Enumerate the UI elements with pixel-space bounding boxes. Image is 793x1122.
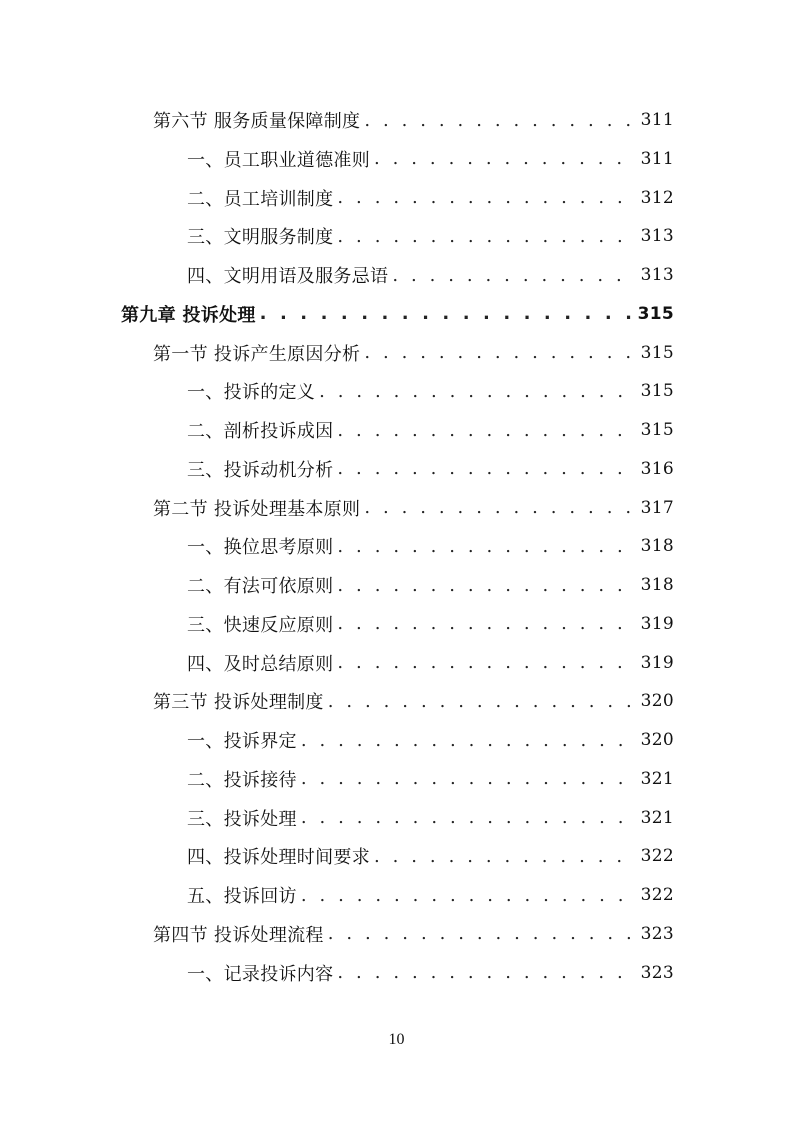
toc-entry (187, 411, 674, 449)
toc-entry-page: 312 (640, 187, 674, 208)
toc-entry-label: 一、记录投诉内容 (187, 963, 334, 985)
toc-entry-label: 一、投诉的定义 (187, 382, 316, 404)
toc-entry-label: 一、换位思考原则 (187, 537, 334, 559)
toc-entry (187, 876, 674, 914)
toc-entry-label: 三、快速反应原则 (187, 614, 334, 636)
dot-leader (364, 497, 634, 518)
toc-entry-label: 第九章 投诉处理 (121, 304, 256, 326)
dot-leader (328, 691, 635, 712)
toc-entry (153, 101, 674, 139)
toc-entry-page: 318 (640, 575, 674, 595)
toc-entry-label: 第一节 投诉产生原因分析 (153, 343, 361, 365)
dot-leader (260, 303, 632, 324)
toc-entry-page: 320 (640, 691, 674, 712)
toc-entry-label: 第四节 投诉处理流程 (153, 924, 324, 946)
toc-entry-page: 322 (640, 885, 674, 905)
toc-entry (153, 334, 674, 372)
dot-leader (364, 110, 634, 131)
toc-entry (187, 837, 674, 875)
toc-entry (187, 799, 674, 837)
toc-entry-page: 321 (640, 807, 674, 828)
dot-leader (337, 458, 634, 479)
toc-entry-page: 321 (640, 768, 674, 789)
toc-entry-page: 315 (640, 420, 674, 440)
dot-leader (328, 923, 635, 944)
toc-entry-page: 322 (640, 846, 674, 867)
toc-entry-label: 四、文明用语及服务忌语 (187, 266, 389, 287)
toc-entry-label: 二、有法可依原则 (187, 576, 334, 597)
toc-entry-page: 315 (637, 303, 674, 324)
dot-leader (337, 962, 634, 983)
dot-leader (374, 148, 635, 169)
toc-entry (187, 566, 674, 604)
toc-entry-page: 320 (640, 730, 674, 750)
toc-entry-page: 319 (640, 652, 674, 673)
toc-entry (187, 256, 674, 294)
toc-entry (187, 721, 674, 759)
toc-entry-page: 311 (640, 110, 674, 130)
toc-entry-label: 三、投诉处理 (187, 808, 297, 830)
toc-entry (187, 644, 674, 682)
page-number: 10 (388, 1031, 405, 1048)
toc-entry (187, 760, 674, 798)
toc-entry (187, 605, 674, 643)
toc-entry-page: 318 (640, 536, 674, 557)
dot-leader (301, 807, 635, 828)
toc-entry (187, 217, 674, 255)
dot-leader (337, 187, 634, 208)
toc-entry (153, 489, 674, 527)
toc-entry-label: 三、投诉动机分析 (187, 459, 334, 481)
toc-entry-page: 319 (640, 613, 674, 634)
toc-entry-page: 315 (640, 381, 674, 402)
toc-entry-label: 四、投诉处理时间要求 (187, 847, 370, 869)
dot-leader (301, 730, 635, 751)
toc-entry (187, 372, 674, 410)
toc-entry-label: 四、及时总结原则 (187, 653, 334, 675)
toc-entry-page: 316 (640, 458, 674, 479)
toc-entry-page: 315 (640, 342, 674, 363)
dot-leader (301, 885, 635, 906)
toc-entry-page: 313 (640, 265, 674, 285)
toc-entry (187, 954, 674, 992)
dot-leader (337, 536, 634, 557)
toc-entry-label: 第三节 投诉处理制度 (153, 692, 324, 714)
toc-entry-page: 323 (640, 962, 674, 983)
toc-entry (121, 295, 674, 333)
toc-entry-page: 323 (640, 923, 674, 944)
toc-entry-page: 313 (640, 226, 674, 247)
toc-entry (187, 140, 674, 178)
dot-leader (301, 768, 635, 789)
toc-entry-label: 二、投诉接待 (187, 769, 297, 791)
toc-entry-page: 311 (640, 148, 674, 169)
toc-entry (153, 682, 674, 720)
dot-leader (392, 265, 634, 286)
dot-leader (319, 381, 635, 402)
dot-leader (337, 575, 634, 596)
toc-entry (187, 527, 674, 565)
toc-entry (153, 915, 674, 953)
dot-leader (337, 420, 634, 441)
toc-entry-label: 第二节 投诉处理基本原则 (153, 498, 361, 520)
dot-leader (374, 846, 635, 867)
dot-leader (337, 613, 634, 634)
toc-entry-label: 一、员工职业道德准则 (187, 149, 370, 171)
toc-entry-label: 三、文明服务制度 (187, 227, 334, 249)
toc-entry-label: 第六节 服务质量保障制度 (153, 111, 361, 132)
toc-entry-page: 317 (640, 497, 674, 518)
dot-leader (337, 226, 634, 247)
dot-leader (364, 342, 634, 363)
toc-entry-label: 五、投诉回访 (187, 886, 297, 907)
toc-entry-label: 二、员工培训制度 (187, 188, 334, 210)
dot-leader (337, 652, 634, 673)
toc-entry-label: 二、剖析投诉成因 (187, 421, 334, 442)
toc-entry (187, 450, 674, 488)
toc-entry-label: 一、投诉界定 (187, 731, 297, 752)
toc-entry (187, 179, 674, 217)
